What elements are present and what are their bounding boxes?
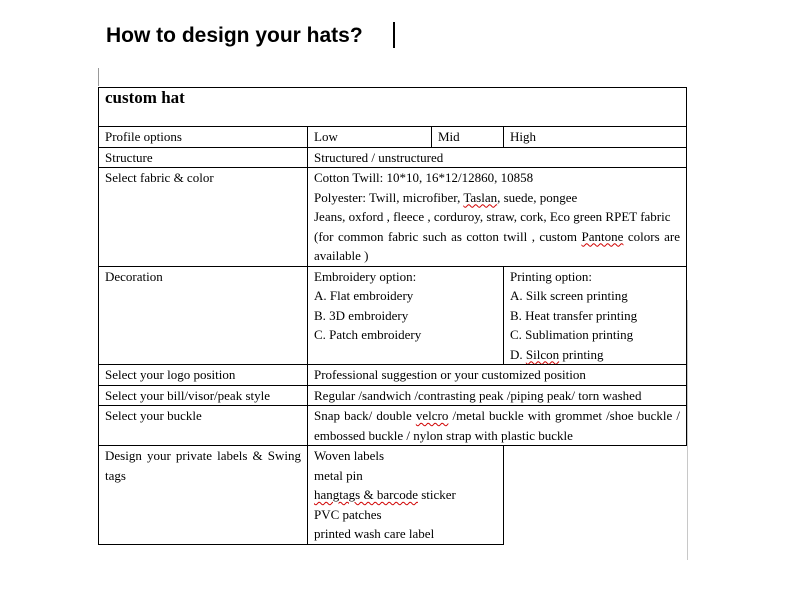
list-item bbox=[314, 485, 497, 505]
row-label-buckle: Select your buckle bbox=[99, 406, 308, 446]
row-label-logo: Select your logo position bbox=[99, 365, 308, 386]
buckle-text: /metal buckle with grommet /shoe buckle / embossed buckle / nylon strap with plastic buckle bbox=[314, 408, 680, 443]
profile-low: Low bbox=[308, 127, 432, 148]
list-text: printing bbox=[559, 346, 604, 362]
table-row bbox=[99, 147, 687, 168]
buckle-text: Snap back/ double bbox=[314, 408, 416, 423]
fabric-line-note bbox=[314, 227, 680, 266]
fabric-text: Polyester: Twill, microfiber, bbox=[314, 189, 464, 205]
list-item: PVC patches bbox=[314, 506, 382, 522]
list-item: B. Heat transfer printing bbox=[510, 307, 638, 323]
fabric-line-polyester bbox=[314, 188, 680, 208]
row-label-bill: Select your bill/visor/peak style bbox=[99, 385, 308, 406]
table-row bbox=[99, 446, 687, 545]
table-row bbox=[99, 127, 687, 148]
table-row bbox=[99, 365, 687, 386]
row-label-labels: Design your private labels & Swing tags bbox=[99, 446, 308, 545]
fabric-line-jeans: Jeans, oxford , fleece , corduroy, straw, cork, Eco green RPET fabric bbox=[314, 209, 671, 224]
bill-value: Regular /sandwich /contrasting peak /piping peak/ torn washed bbox=[308, 385, 687, 406]
custom-hat-table bbox=[98, 87, 687, 545]
table-row bbox=[99, 266, 687, 365]
fabric-line-cotton: Cotton Twill: 10*10, 16*12/12860, 10858 bbox=[314, 170, 534, 185]
list-item: metal pin bbox=[314, 467, 363, 483]
printing-cell bbox=[504, 266, 687, 365]
list-prefix: D. bbox=[510, 346, 526, 362]
text-cursor bbox=[393, 22, 395, 48]
fabric-value bbox=[308, 168, 687, 267]
list-item: B. 3D embroidery bbox=[314, 307, 409, 323]
page-title: How to design your hats? bbox=[106, 24, 363, 47]
empty-cell bbox=[504, 446, 687, 545]
list-item: printed wash care label bbox=[314, 526, 435, 541]
table-row bbox=[99, 168, 687, 267]
table-row bbox=[99, 406, 687, 446]
spellcheck-word: Taslan bbox=[463, 189, 498, 205]
list-item: Woven labels bbox=[314, 448, 385, 463]
fabric-text: , suede, pongee bbox=[497, 189, 578, 205]
logo-value: Professional suggestion or your customized position bbox=[308, 365, 687, 386]
list-item: C. Sublimation printing bbox=[510, 327, 634, 342]
list-item bbox=[510, 345, 680, 365]
table-row bbox=[99, 385, 687, 406]
list-item: A. Flat embroidery bbox=[314, 288, 414, 303]
fabric-text: colors are available ) bbox=[314, 228, 680, 263]
margin-marker bbox=[98, 68, 99, 86]
fabric-text: (for common fabric such as cotton twill , custom bbox=[314, 228, 582, 244]
spellcheck-word: Pantone bbox=[581, 228, 624, 244]
list-text: sticker bbox=[417, 487, 456, 502]
row-label-fabric: Select fabric & color bbox=[99, 168, 308, 267]
structure-value: Structured / unstructured bbox=[308, 147, 687, 168]
printing-title: Printing option: bbox=[510, 268, 592, 284]
profile-mid: Mid bbox=[432, 127, 504, 148]
embroidery-cell bbox=[308, 266, 504, 365]
spellcheck-word: velcro bbox=[415, 408, 449, 423]
row-label-decoration: Decoration bbox=[99, 266, 308, 365]
profile-high: High bbox=[504, 127, 687, 148]
table-caption-row bbox=[99, 88, 687, 127]
page-edge-line bbox=[687, 300, 688, 560]
row-label-profile: Profile options bbox=[99, 127, 308, 148]
table-caption: custom hat bbox=[99, 88, 687, 127]
buckle-value bbox=[308, 406, 687, 446]
embroidery-title: Embroidery option: bbox=[314, 268, 417, 284]
labels-value bbox=[308, 446, 504, 545]
spellcheck-word: Silcon bbox=[525, 346, 560, 362]
list-item: C. Patch embroidery bbox=[314, 327, 422, 342]
list-item: A. Silk screen printing bbox=[510, 288, 628, 303]
row-label-structure: Structure bbox=[99, 147, 308, 168]
spellcheck-word: hangtags & barcode bbox=[314, 487, 418, 502]
